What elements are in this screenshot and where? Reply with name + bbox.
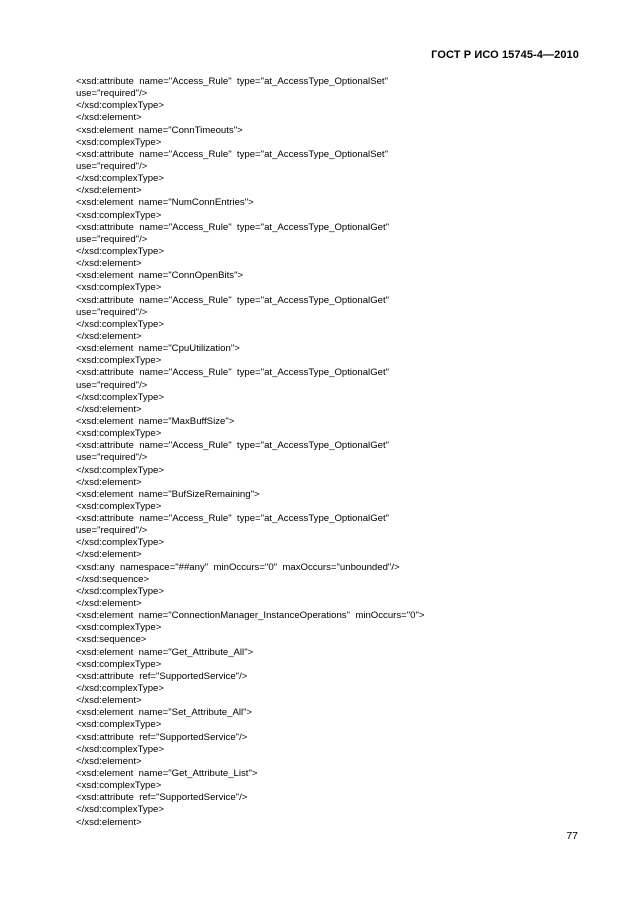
code-line: <xsd:attribute name="Access_Rule" type="at_AccessType_OptionalGet" xyxy=(76,294,390,306)
code-line: <xsd:element name="BufSizeRemaining"> xyxy=(76,488,260,500)
code-line: <xsd:attribute ref="SupportedService"/> xyxy=(76,731,248,743)
code-line: use="required"/> xyxy=(76,379,148,391)
code-line: <xsd:element name="Get_Attribute_List"> xyxy=(76,768,258,780)
code-line: <xsd:attribute name="Access_Rule" type="at_AccessType_OptionalGet" xyxy=(76,221,390,233)
code-line: </xsd:element> xyxy=(76,185,142,197)
code-line: use="required"/> xyxy=(76,452,148,464)
code-line: </xsd:complexType> xyxy=(76,683,164,695)
code-line: <xsd:attribute name="Access_Rule" type="at_AccessType_OptionalSet" xyxy=(76,148,388,160)
code-line: <xsd:complexType> xyxy=(76,500,162,512)
document-standard-header: ГОСТ Р ИСО 15745-4—2010 xyxy=(431,49,579,61)
code-line: <xsd:attribute name="Access_Rule" type="at_AccessType_OptionalGet" xyxy=(76,367,390,379)
code-line: </xsd:complexType> xyxy=(76,173,164,185)
code-line: <xsd:attribute name="Access_Rule" type="at_AccessType_OptionalSet" xyxy=(76,76,388,87)
code-line: <xsd:complexType> xyxy=(76,622,162,634)
code-line: <xsd:element name="ConnectionManager_InstanceOperations" minOccurs="0"> xyxy=(76,610,425,622)
code-line: use="required"/> xyxy=(76,88,148,100)
code-line: <xsd:complexType> xyxy=(76,780,162,792)
code-line: <xsd:element name="NumConnEntries"> xyxy=(76,197,254,209)
code-line: </xsd:element> xyxy=(76,695,142,707)
code-line: <xsd:complexType> xyxy=(76,209,162,221)
code-line: </xsd:complexType> xyxy=(76,464,164,476)
code-line: <xsd:sequence> xyxy=(76,634,147,646)
code-line: </xsd:complexType> xyxy=(76,585,164,597)
code-line: </xsd:element> xyxy=(76,476,142,488)
code-line: </xsd:sequence> xyxy=(76,573,150,585)
code-line: </xsd:element> xyxy=(76,112,142,124)
code-line: use="required"/> xyxy=(76,160,148,172)
code-line: </xsd:complexType> xyxy=(76,537,164,549)
code-line: </xsd:complexType> xyxy=(76,804,164,816)
code-line: </xsd:element> xyxy=(76,258,142,270)
code-line: <xsd:complexType> xyxy=(76,136,162,148)
code-line: </xsd:complexType> xyxy=(76,318,164,330)
code-line: </xsd:element> xyxy=(76,755,142,767)
code-line: <xsd:any namespace="##any" minOccurs="0" maxOccurs="unbounded"/> xyxy=(76,561,400,573)
code-line: </xsd:complexType> xyxy=(76,245,164,257)
code-line: <xsd:complexType> xyxy=(76,658,162,670)
code-line: </xsd:complexType> xyxy=(76,100,164,112)
code-line: </xsd:element> xyxy=(76,598,142,610)
code-line: <xsd:element name="Get_Attribute_All"> xyxy=(76,646,254,658)
code-line: <xsd:attribute ref="SupportedService"/> xyxy=(76,670,248,682)
xsd-code-listing xyxy=(76,76,425,829)
code-line: <xsd:attribute name="Access_Rule" type="at_AccessType_OptionalGet" xyxy=(76,440,390,452)
code-line: </xsd:element> xyxy=(76,816,142,828)
code-line: use="required"/> xyxy=(76,525,148,537)
code-line: </xsd:complexType> xyxy=(76,391,164,403)
code-line: <xsd:element name="ConnOpenBits"> xyxy=(76,270,244,282)
code-line: </xsd:element> xyxy=(76,330,142,342)
code-line: use="required"/> xyxy=(76,233,148,245)
code-line: <xsd:element name="MaxBuffSize"> xyxy=(76,415,235,427)
code-line: <xsd:complexType> xyxy=(76,719,162,731)
code-line: <xsd:complexType> xyxy=(76,355,162,367)
code-line: <xsd:complexType> xyxy=(76,428,162,440)
code-line: <xsd:element name="Set_Attribute_All"> xyxy=(76,707,253,719)
code-line: <xsd:attribute ref="SupportedService"/> xyxy=(76,792,248,804)
code-line: </xsd:complexType> xyxy=(76,743,164,755)
code-line: </xsd:element> xyxy=(76,403,142,415)
code-line: use="required"/> xyxy=(76,306,148,318)
code-line: <xsd:element name="CpuUtilization"> xyxy=(76,343,240,355)
code-line: <xsd:element name="ConnTimeouts"> xyxy=(76,124,243,136)
page-number: 77 xyxy=(566,830,578,842)
code-line: <xsd:attribute name="Access_Rule" type="at_AccessType_OptionalGet" xyxy=(76,513,390,525)
code-line: </xsd:element> xyxy=(76,549,142,561)
code-line: <xsd:complexType> xyxy=(76,282,162,294)
